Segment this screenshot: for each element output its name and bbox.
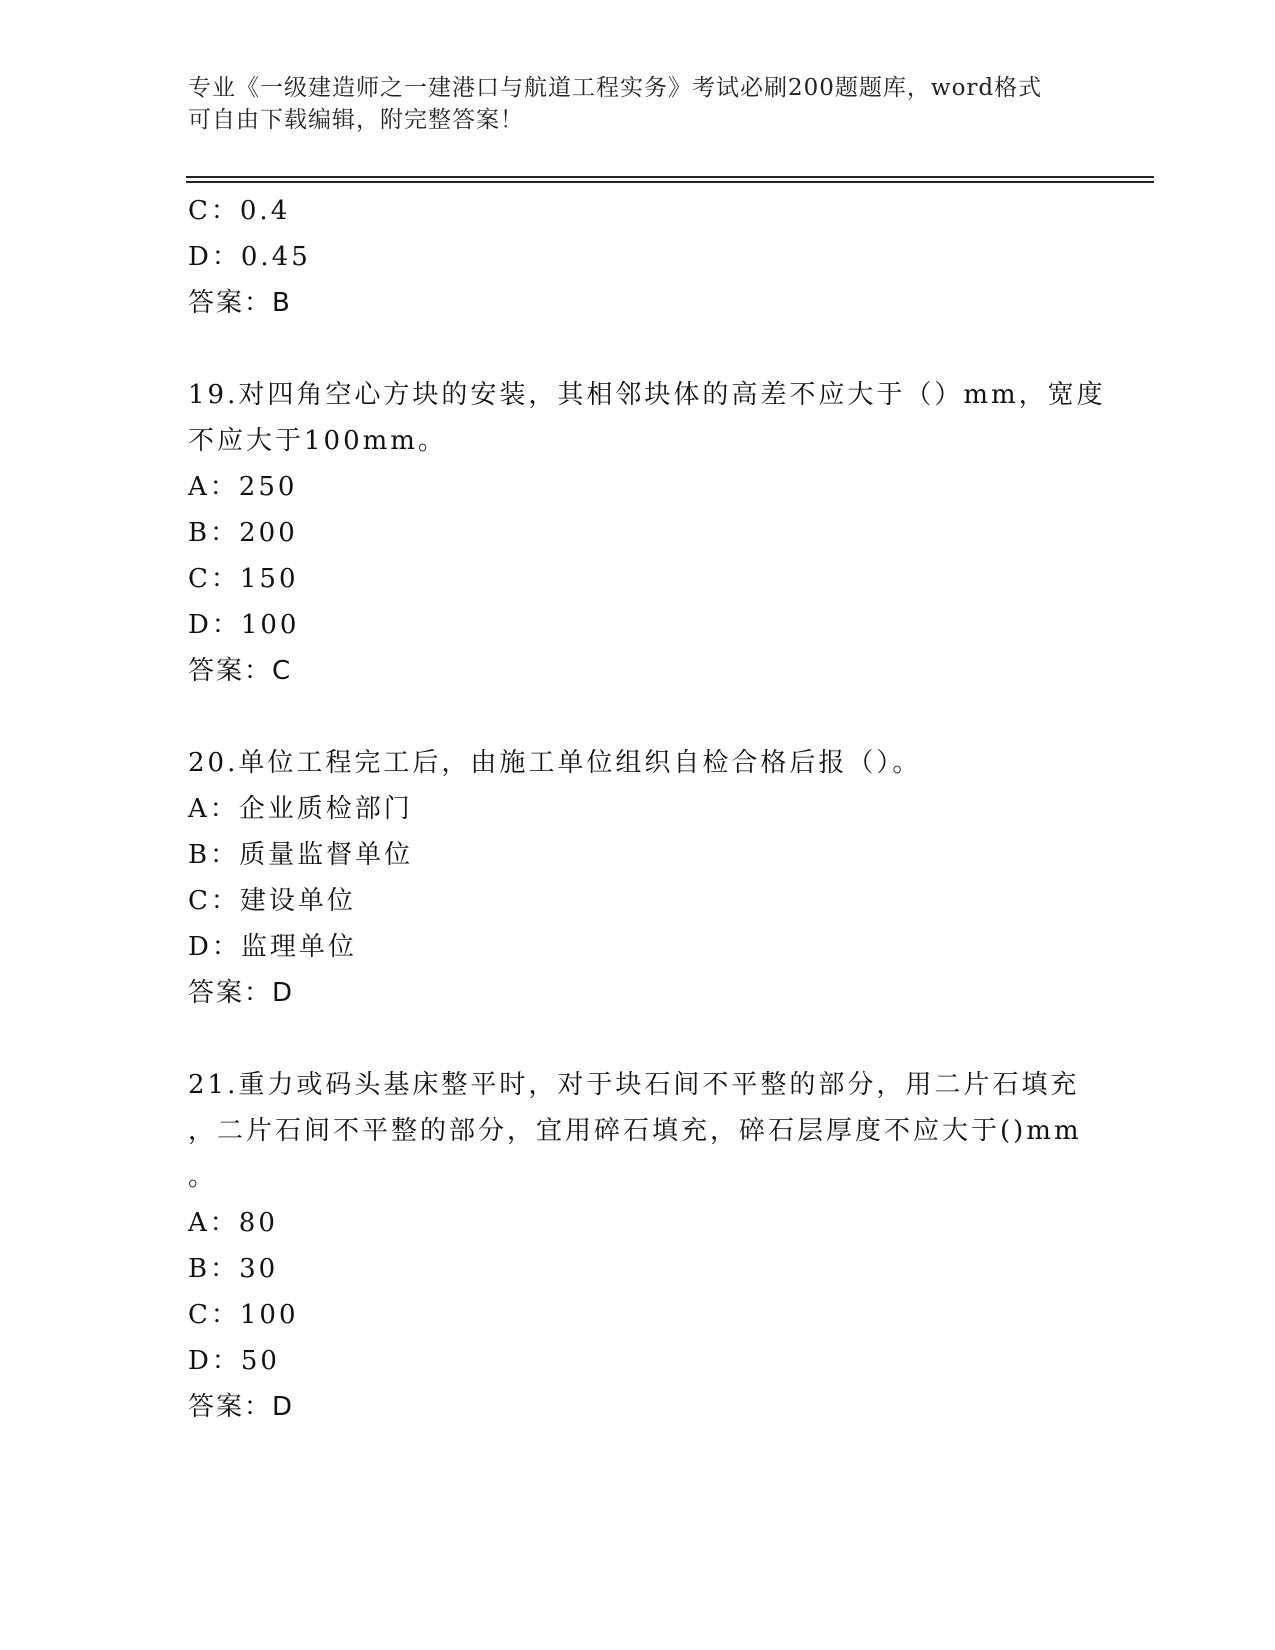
question-21 — [188, 1062, 1088, 1430]
option-c: C：0.4 — [188, 196, 291, 226]
option-d: D：0.45 — [188, 242, 311, 272]
question-stem: 20.单位工程完工后，由施工单位组织自检合格后报（）。 — [188, 748, 922, 778]
question-stem: 21.重力或码头基床整平时，对于块石间不平整的部分，用二片石填充 — [188, 1070, 1080, 1100]
question-stem-cont: ，二片石间不平整的部分，宜用碎石填充，碎石层厚度不应大于()mm — [188, 1116, 1082, 1146]
option-d: D：50 — [188, 1346, 280, 1376]
header-divider-bottom — [186, 181, 1154, 183]
spacer — [188, 1016, 1088, 1062]
answer: 答案：C — [188, 656, 293, 686]
question-list — [188, 188, 1106, 1430]
option-b: B：30 — [188, 1254, 279, 1284]
header-title-line-2: 可自由下载编辑，附完整答案！ — [188, 107, 524, 133]
option-b: B：质量监督单位 — [188, 840, 414, 870]
question-18-tail — [188, 188, 1088, 326]
spacer — [188, 694, 1088, 740]
question-stem-cont: 不应大于100mm。 — [188, 426, 447, 456]
spacer — [188, 326, 1088, 372]
option-d: D：100 — [188, 610, 300, 640]
option-a: A：企业质检部门 — [188, 794, 413, 824]
question-19 — [188, 372, 1106, 694]
option-c: C：150 — [188, 564, 299, 594]
question-stem-end: 。 — [188, 1162, 218, 1192]
option-c: C：建设单位 — [188, 886, 356, 916]
option-d: D：监理单位 — [188, 932, 357, 962]
option-a: A：80 — [188, 1208, 278, 1238]
question-20 — [188, 740, 1088, 1016]
header-divider-top — [186, 176, 1154, 178]
option-c: C：100 — [188, 1300, 299, 1330]
header-title-line-1: 专业《一级建造师之一建港口与航道工程实务》考试必刷200题题库，word格式 — [188, 75, 1043, 101]
option-b: B：200 — [188, 518, 298, 548]
question-stem: 19.对四角空心方块的安装，其相邻块体的高差不应大于（）mm，宽度 — [188, 380, 1106, 410]
option-a: A：250 — [188, 472, 298, 502]
page-header — [188, 72, 1068, 136]
answer: 答案：D — [188, 978, 295, 1008]
answer: 答案：B — [188, 288, 292, 318]
answer: 答案：D — [188, 1392, 295, 1422]
